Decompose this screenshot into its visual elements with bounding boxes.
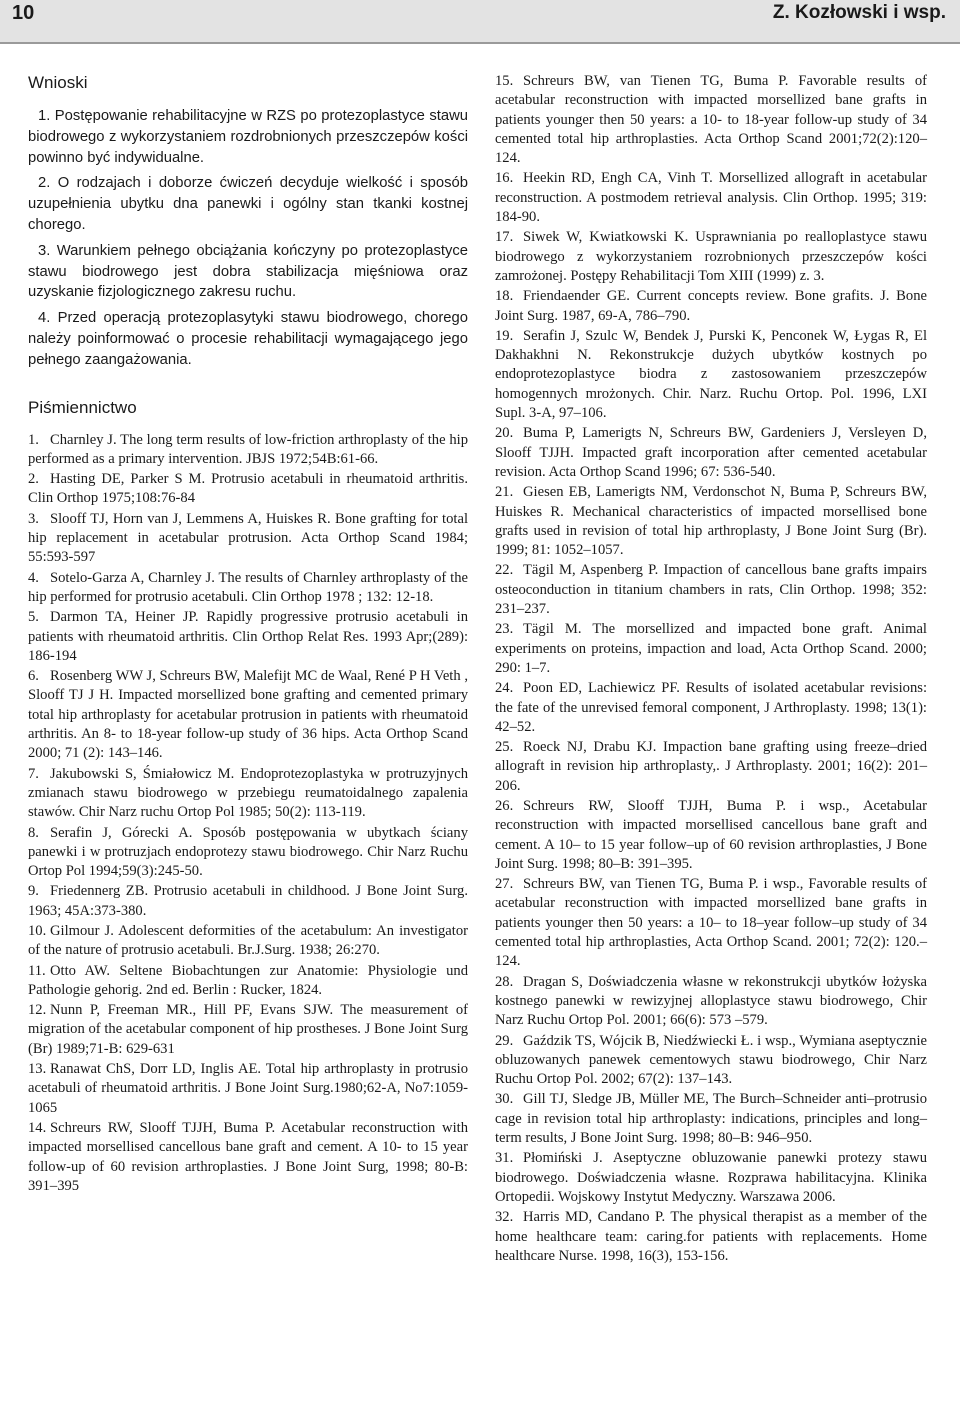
- reference-number: 21.: [495, 484, 514, 501]
- reference-item: [495, 72, 927, 168]
- reference-number: 16.: [495, 170, 514, 187]
- reference-number: 28.: [495, 973, 514, 990]
- reference-item: [28, 765, 468, 823]
- reference-text: Heekin RD, Engh CA, Vinh T. Morsellized allograft in acetabular reconstruction. A postmodem retrieval analysis. Clin Orthop. 1995; 319: 184-90.: [495, 170, 927, 226]
- references-list-right: [495, 72, 927, 1266]
- conclusions-list: [28, 106, 468, 371]
- reference-text: Gilmour J. Adolescent deformities of the acetabulum: An investigator of the nature of protrusio acetabuli. Br.J.Surg. 1938; 26:270.: [28, 922, 468, 959]
- conclusion-item: 2. O rodzajach i doborze ćwiczeń decyduje wielkość i sposób uzupełnienia ubytku dna panewki i ogólny stan tkanki kostnej chorego.: [28, 175, 468, 233]
- reference-item: [495, 620, 927, 678]
- conclusions-title: Wnioski: [28, 73, 88, 92]
- reference-text: Dragan S, Doświadczenia własne w rekonstrukcji ubytków łożyska kostnego panewki w rewizyjnej alloplastyce stawu biodrowego, Chir Narz Ruchu Ortop Pol. 2001; 66(6): 573 –579.: [495, 973, 927, 1029]
- reference-item: [495, 1090, 927, 1148]
- reference-text: Gaździk TS, Wójcik B, Niedźwiecki Ł. i wsp., Wymiana aseptycznie obluzowanych panewek cementowych stawu biodrowego, Chir Narz Ruchu Ortop Pol. 2002; 67(2): 137–143.: [495, 1032, 927, 1088]
- reference-text: Friedennerg ZB. Protrusio acetabuli in childhood. J Bone Joint Surg. 1963; 45A:373-380.: [28, 883, 468, 919]
- reference-item: [28, 1119, 468, 1196]
- conclusion-item: 1. Postępowanie rehabilitacyjne w RZS po protezoplastyce stawu biodrowego z wykorzystaniem rozdrobnionych przeszczepów kości powinno być indywidualne.: [28, 108, 468, 166]
- reference-text: Schreurs BW, van Tienen TG, Buma P. i wsp., Favorable results of acetabular reconstruction with impacted morsellized bane grafts in patients younger then 50 years: a 10– to 18–year follow–up study of 34 cemented total hip arthroplasties, Acta Orthop Scand. 2001; 72(2): 120.–124.: [495, 876, 927, 970]
- reference-number: 11.: [28, 962, 46, 979]
- reference-item: [28, 608, 468, 666]
- reference-item: [495, 875, 927, 971]
- reference-item: [495, 797, 927, 874]
- reference-text: Płomiński J. Aseptyczne obluzowanie panewki protezy stawu biodrowego. Doświadczenia własne. Rozprawa habilitacyjna. Klinika Ortopedii. Wojskowy Instytut Medyczny. Warszawa 2006.: [495, 1150, 927, 1205]
- reference-item: [28, 470, 468, 509]
- reference-item: [495, 169, 927, 227]
- reference-number: 19.: [495, 327, 514, 344]
- reference-number: 29.: [495, 1032, 514, 1049]
- reference-item: [28, 882, 468, 921]
- reference-item: [495, 327, 927, 423]
- page-header: [0, 0, 960, 44]
- reference-item: [28, 569, 468, 608]
- page-number: 10: [12, 2, 35, 24]
- reference-number: 8.: [28, 824, 39, 841]
- reference-item: [495, 483, 927, 560]
- reference-text: Serafin J, Górecki A. Sposób postępowania w ubytkach ściany panewki i w protruzjach endoprotezy stawu biodrowego. Chir Narz Ruchu Ortop Pol 1994;59(3):245-50.: [28, 824, 468, 880]
- reference-number: 6.: [28, 668, 39, 685]
- reference-number: 20.: [495, 425, 514, 442]
- left-column: [28, 72, 468, 1197]
- reference-number: 25.: [495, 739, 514, 756]
- reference-text: Siwek W, Kwiatkowski K. Usprawniania po realloplastyce stawu biodrowego z wykorzystaniem rozrobnionych przeszczepów kości zamrożonej. Postępy Rehabilitacji Tom XIII (1999) z. 3.: [495, 229, 927, 284]
- reference-number: 27.: [495, 876, 514, 893]
- reference-item: [28, 1001, 468, 1059]
- reference-text: Slooff TJ, Horn van J, Lemmens A, Huiskes R. Bone grafting for total hip replacement in acetabular protrusion. Acta Orthop Scand 1984; 55:593-597: [28, 510, 468, 566]
- reference-number: 12.: [28, 1002, 47, 1019]
- reference-text: Darmon TA, Heiner JP. Rapidly progressive protrusio acetabuli in patients with rheumatoid arthritis. Clin Orthop Relat Res. 1993 Apr;(289): 186-194: [28, 609, 468, 664]
- reference-text: Roeck NJ, Drabu KJ. Impaction bane grafting using freeze–dried allograft in revision hip arthroplasty,. J Arthroplasty. 2001; 16(2): 201–206.: [495, 739, 927, 794]
- conclusion-item: 3. Warunkiem pełnego obciążania kończyny po protezoplastyce stawu biodrowego jest dobra stabilizacja mięśniowa oraz uzyskanie fizjologicznego zakresu ruchu.: [28, 242, 468, 301]
- reference-item: [28, 922, 468, 961]
- reference-text: Sotelo-Garza A, Charnley J. The results of Charnley arthroplasty of the hip performed for protrusio acetabuli. Clin Orthop 1978 ; 132: 12-18.: [28, 569, 468, 605]
- reference-text: Gill TJ, Sledge JB, Müller ME, The Burch–Schneider anti–protrusio cage in revision total hip arthroplasty: indications, principles and long–term results, J Bone Joint Surg. 1998; 80–B: 946–950.: [495, 1091, 927, 1147]
- reference-text: Poon ED, Lachiewicz PF. Results of isolated acetabular revisions: the fate of the unrevised femoral component, J Arthroplasty. 1998; 13(1): 42–52.: [495, 680, 927, 735]
- reference-number: 18.: [495, 288, 514, 305]
- reference-text: Harris MD, Candano P. The physical therapist as a member of the home healthcare team: caring.for patients with replacements. Home healthcare Nurse. 1998, 16(3), 153-156.: [495, 1209, 927, 1264]
- reference-text: Schreurs BW, van Tienen TG, Buma P. Favorable results of acetabular reconstruction with impacted morsellized bane grafts in patients younger then 50 years: a 10- to 18-year follow-up study of 34 cemented total hip arthroplasties. Acta Orthop Scand 2001;72(2):120–124.: [495, 73, 927, 167]
- reference-text: Hasting DE, Parker S M. Protrusio acetabuli in rheumatoid arthritis. Clin Orthop 1975;108:76-84: [28, 471, 468, 507]
- reference-text: Tägil M, Aspenberg P. Impaction of cancellous bane grafts impairs osteoconduction in titanium chambers in rats, Clin Orthop. 1998; 352: 231–237.: [495, 562, 927, 618]
- reference-number: 26.: [495, 797, 514, 814]
- reference-number: 15.: [495, 73, 514, 89]
- reference-item: [495, 738, 927, 796]
- reference-number: 32.: [495, 1209, 514, 1226]
- reference-number: 24.: [495, 680, 514, 697]
- reference-text: Buma P, Lamerigts N, Schreurs BW, Gardeniers J, Versleyen D, Slooff TJJH. Impacted graft incorporation after cemented acetabular revision. Acta Orthop Scand 1996; 67: 536-540.: [495, 425, 927, 480]
- reference-number: 10.: [28, 922, 47, 939]
- reference-text: Nunn P, Freeman MR., Hill PF, Evans SJW. The measurement of migration of the acetabular component of hip prostheses. J Bone Joint Surg (Br) 1989;71-B: 629-631: [28, 1002, 468, 1057]
- reference-text: Charnley J. The long term results of low-friction arthroplasty of the hip performed as a primary intervention. JBJS 1972;54B:61-66.: [28, 431, 468, 467]
- reference-item: [495, 1208, 927, 1266]
- right-column: [495, 72, 927, 1267]
- reference-number: 9.: [28, 883, 39, 900]
- reference-number: 17.: [495, 229, 514, 246]
- reference-item: [495, 561, 927, 619]
- reference-item: [495, 287, 927, 326]
- reference-text: Friendaender GE. Current concepts review. Bone grafits. J. Bone Joint Surg. 1987, 69-A, 786–790.: [495, 288, 927, 324]
- reference-item: [28, 667, 468, 763]
- conclusion-item: 4. Przed operacją protezoplasytyki stawu biodrowego, chorego należy poinformować o procesie rehabilitacji wymagającego jego pełnego zaangażowania.: [28, 310, 468, 368]
- reference-number: 14.: [28, 1119, 47, 1136]
- reference-text: Tägil M. The morsellized and impacted bone graft. Animal experiments on proteins, impaction and load, Acta Orthop Scand. 2000; 290: 1–7.: [495, 621, 927, 676]
- reference-item: [28, 1060, 468, 1118]
- reference-text: Schreurs RW, Slooff TJJH, Buma P. i wsp., Acetabular reconstruction with impacted morsellised cancellous bane graft and cement. A 10– to 15 year follow–up of 60 revision arthroplasties, J Bone Joint Surg. 1998; 80–B: 391–395.: [495, 797, 927, 872]
- reference-number: 22.: [495, 562, 514, 579]
- reference-item: [495, 424, 927, 482]
- reference-text: Ranawat ChS, Dorr LD, Inglis AE. Total hip arthroplasty in protrusio acetabuli of rheumatoid arthritis. J Bone Joint Surg.1980;62-A, No7:1059-1065: [28, 1061, 468, 1116]
- reference-item: [28, 431, 468, 470]
- reference-number: 31.: [495, 1150, 514, 1167]
- reference-number: 3.: [28, 510, 39, 527]
- running-head: Z. Kozłowski i wsp.: [772, 2, 946, 23]
- reference-item: [28, 510, 468, 568]
- reference-item: [495, 679, 927, 737]
- references-list-left: [28, 431, 468, 1197]
- reference-text: Otto AW. Seltene Biobachtungen zur Anatomie: Physiologie und Pathologie gehorig. 2nd ed. Berlin : Rucker, 1824.: [28, 962, 468, 998]
- references-title: Piśmiennictwo: [28, 397, 137, 417]
- reference-number: 30.: [495, 1091, 514, 1108]
- reference-text: Rosenberg WW J, Schreurs BW, Malefijt MC de Waal, René P H Veth , Slooff TJ J H. Impacted morsellized bone grafting and cemented primary total hip arthroplasty for acetabular protrusion in patients with rheumatoid arthritis. An 8- to 18-year follow-up study of 36 hips. Acta Orthop Scand 2000; 71 (2): 143–146.: [28, 668, 468, 762]
- reference-item: [28, 824, 468, 882]
- reference-number: 23.: [495, 621, 514, 638]
- reference-text: Giesen EB, Lamerigts NM, Verdonschot N, Buma P, Schreurs BW, Huiskes R. Mechanical characteristics of impacted morsellised bone grafts used in revision of total hip arthroplasty, J Bone Joint Surg (Br). 1999; 81: 1052–1057.: [495, 484, 927, 559]
- reference-number: 4.: [28, 569, 39, 586]
- reference-text: Schreurs RW, Slooff TJJH, Buma P. Acetabular reconstruction with impacted morsellised cancellous bane graft and cement. A 10- to 15 year follow-up of 60 revision arthroplasties. J Bone Joint Surg, 1998; 80-B: 391–395: [28, 1119, 468, 1194]
- reference-number: 13.: [28, 1061, 47, 1078]
- reference-item: [28, 962, 468, 1001]
- reference-number: 1.: [28, 431, 39, 448]
- reference-item: [495, 1149, 927, 1207]
- reference-item: [495, 973, 927, 1031]
- reference-number: 7.: [28, 765, 39, 782]
- reference-number: 2.: [28, 471, 39, 488]
- reference-text: Serafin J, Szulc W, Bendek J, Purski K, Penconek W, Łygas R, El Dakhakhni N. Rekonstrukcje dużych ubytków kostnych po endoprotezoplastyce biodra z zastosowaniem przeszczepów homogennych mrożonych. Chir. Narz. Ruchu Ortop. Pol. 1996, LXI Supl. 3-A, 97–106.: [495, 327, 927, 422]
- reference-text: Jakubowski S, Śmiałowicz M. Endoprotezoplastyka w protruzyjnych zmianach stawu biodrowego w przebiegu reumatoidalnego zapalenia stawów. Chir Narz ruchu Ortop Pol 1985; 50(2): 113-119.: [28, 765, 468, 821]
- reference-item: [495, 1032, 927, 1090]
- reference-item: [495, 228, 927, 286]
- reference-number: 5.: [28, 609, 39, 626]
